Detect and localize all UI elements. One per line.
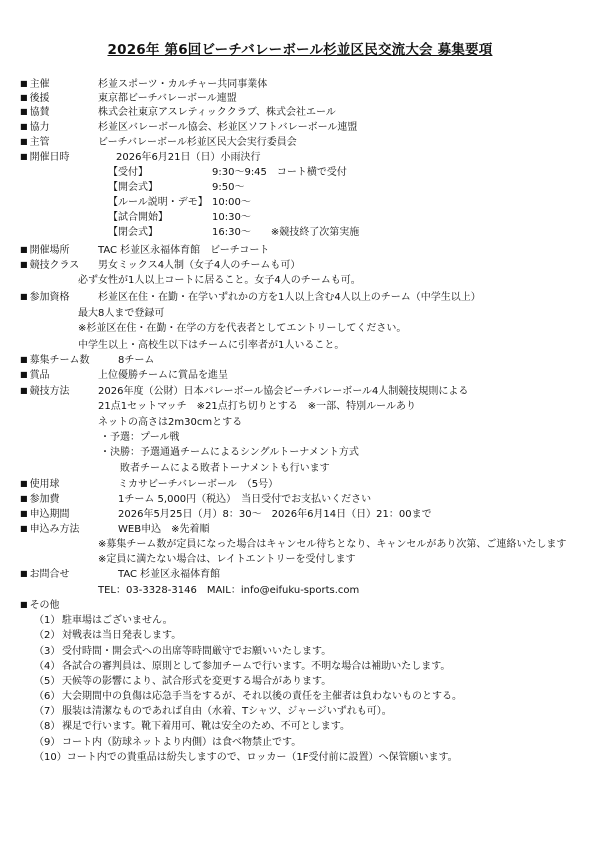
schedule-value: 16:30～ ※競技終了次第実施 <box>212 227 360 238</box>
field-note: 中学生以上・高校生以下はチームに引率者が1人いること。 <box>78 340 345 351</box>
other-item <box>34 690 462 704</box>
other-item-text: 対戦表は当日発表します。 <box>62 630 182 641</box>
field-teams <box>20 354 588 368</box>
field-method <box>20 385 588 399</box>
field-eligibility <box>20 291 588 305</box>
field-note: ・決勝：予選通過チームによるシングルトーナメント方式 <box>100 447 359 458</box>
field-value: 上位優勝チームに賞品を進呈 <box>98 370 228 381</box>
field-period <box>20 508 588 522</box>
schedule-row <box>20 211 588 225</box>
field-value: 杉並区バレーボール協会、杉並区ソフトバレーボール連盟 <box>98 122 358 133</box>
schedule-key: 【閉会式】 <box>108 227 158 238</box>
field-label: ■ 主催 <box>20 78 50 92</box>
other-item-number: （2） <box>34 630 61 641</box>
field-value: WEB申込 ※先着順 <box>118 524 210 535</box>
other-item-number: （6） <box>34 691 61 702</box>
field-value: 東京都ビーチバレーボール連盟 <box>98 93 237 104</box>
schedule-key: 【試合開始】 <box>108 212 168 223</box>
other-item-text: コート内での貴重品は紛失しますので、ロッカー（1F受付前に設置）へ保管願います。 <box>66 752 458 763</box>
schedule-row <box>20 226 588 240</box>
other-item <box>34 705 392 719</box>
field-note: ・予選：プール戦 <box>100 432 180 443</box>
schedule-value: 9:30～9:45 コート横で受付 <box>212 167 347 178</box>
other-item <box>34 720 350 734</box>
field-label: ■ 競技方法 <box>20 385 70 399</box>
other-item-number: （10） <box>34 752 67 763</box>
field-note: ※募集チーム数が定員になった場合はキャンセル待ちとなり、キャンセルがあり次第、ご連絡いたします <box>98 539 567 550</box>
field-value: 株式会社東京アスレティッククラブ、株式会社エール <box>98 107 336 118</box>
other-item-number: （8） <box>34 721 61 732</box>
field-label: ■ 申込期間 <box>20 508 70 522</box>
schedule-row <box>20 166 588 180</box>
field-label: ■ 賞品 <box>20 369 50 383</box>
schedule-value: 10:30～ <box>212 212 251 223</box>
field-ball <box>20 478 588 492</box>
field-label: ■ 開催場所 <box>20 244 70 258</box>
other-item-number: （3） <box>34 646 61 657</box>
field-value: ビーチバレーボール杉並区民大会実行委員会 <box>98 137 297 148</box>
field-label: ■ お問合せ <box>20 568 70 582</box>
field-note: 敗者チームによる敗者トーナメントも行います <box>100 463 330 474</box>
page-title: 2026年 第6回ビーチバレーボール杉並区民交流大会 募集要項 <box>107 42 493 58</box>
other-item-number: （4） <box>34 661 61 672</box>
field-organizer <box>20 78 588 92</box>
other-item-text: コート内（防球ネットより内側）は食べ物禁止です。 <box>62 737 302 748</box>
field-label: ■ 競技クラス <box>20 259 79 273</box>
schedule-value: 9:50～ <box>212 182 245 193</box>
field-value: TAC 杉並区永福体育館 ビーチコート <box>98 245 270 256</box>
other-item-text: 裸足で行います。靴下着用可、靴は安全のため、不可とします。 <box>62 721 350 732</box>
field-support <box>20 92 588 106</box>
other-item <box>34 675 331 689</box>
other-item-text: 受付時間・開会式への出席等時間厳守でお願いいたします。 <box>62 646 332 657</box>
field-cooperation <box>20 121 588 135</box>
field-note: 21点1セットマッチ ※21点打ち切りとする ※一部、特別ルールあり <box>98 401 416 412</box>
field-note: ※定員に満たない場合は、レイトエントリーを受付します <box>98 554 356 565</box>
field-label: ■ 参加費 <box>20 493 60 507</box>
field-value: 2026年5月25日（月）8：30～ 2026年6月14日（日）21：00まで <box>118 509 432 520</box>
schedule-key: 【ルール説明・デモ】 <box>108 197 208 208</box>
other-item <box>34 736 301 750</box>
schedule-key: 【開会式】 <box>108 182 158 193</box>
field-label: ■ 開催日時 <box>20 151 70 165</box>
other-item <box>34 751 458 765</box>
field-note: 必ず女性が1人以上コートに居ること。女子4人のチームも可。 <box>78 275 361 286</box>
field-label: ■ 主管 <box>20 136 50 150</box>
field-label: ■ 参加資格 <box>20 291 70 305</box>
other-heading: ■ その他 <box>20 599 60 613</box>
other-item-text: 服装は清潔なものであれば自由（水着、Tシャツ、ジャージいずれも可）。 <box>62 706 392 717</box>
schedule-row <box>20 196 588 210</box>
other-item <box>34 629 181 643</box>
other-item-number: （9） <box>34 737 61 748</box>
field-note: ※杉並区在住・在勤・在学の方を代表者としてエントリーしてください。 <box>78 323 407 334</box>
field-label: ■ 申込み方法 <box>20 523 80 537</box>
field-value: 2026年6月21日（日）小雨決行 <box>116 152 261 163</box>
other-item-text: 駐車場はございません。 <box>62 615 173 626</box>
field-apply <box>20 523 588 537</box>
field-value: 1チーム 5,000円（税込） 当日受付でお支払いください <box>118 494 372 505</box>
field-label: ■ 募集チーム数 <box>20 354 90 368</box>
field-date <box>20 151 588 165</box>
field-venue <box>20 244 588 258</box>
schedule-key: 【受付】 <box>108 167 148 178</box>
other-item-text: 大会期間中の負傷は応急手当をするが、それ以後の責任を主催者は負わないものとする。 <box>62 691 462 702</box>
field-value: ミカサビーチバレーボール （5号） <box>118 479 279 490</box>
other-item-number: （7） <box>34 706 61 717</box>
other-item-number: （5） <box>34 676 61 687</box>
field-note: ネットの高さは2m30cmとする <box>98 417 243 428</box>
field-host <box>20 136 588 150</box>
field-prize <box>20 369 588 383</box>
field-note: 最大8人まで登録可 <box>78 308 165 319</box>
field-value: 2026年度（公財）日本バレーボール協会ビーチバレーボール4人制競技規則による <box>98 386 469 397</box>
field-label: ■ 使用球 <box>20 478 60 492</box>
field-label: ■ 協賛 <box>20 106 50 120</box>
field-value: 杉並スポーツ・カルチャー共同事業体 <box>98 79 268 90</box>
other-item <box>34 614 173 628</box>
contact-info: TEL：03-3328-3146 MAIL：info@eifuku-sports.com <box>98 585 360 596</box>
other-item-number: （1） <box>34 615 61 626</box>
field-value: 男女ミックス4人制（女子4人のチームも可） <box>98 260 301 271</box>
schedule-row <box>20 181 588 195</box>
field-sponsor <box>20 106 588 120</box>
field-value: TAC 杉並区永福体育館 <box>118 569 221 580</box>
field-label: ■ 後援 <box>20 92 50 106</box>
field-fee <box>20 493 588 507</box>
field-class <box>20 259 588 273</box>
schedule-value: 10:00～ <box>212 197 251 208</box>
other-item <box>34 660 450 674</box>
field-label: ■ 協力 <box>20 121 50 135</box>
other-item <box>34 645 331 659</box>
field-value: 8チーム <box>118 355 155 366</box>
field-contact <box>20 568 588 582</box>
other-item-text: 天候等の影響により、試合形式を変更する場合があります。 <box>62 676 332 687</box>
other-item-text: 各試合の審判員は、原則として参加チームで行います。不明な場合は補助いたします。 <box>62 661 451 672</box>
field-value: 杉並区在住・在勤・在学いずれかの方を1人以上含む4人以上のチーム（中学生以上） <box>98 292 481 303</box>
